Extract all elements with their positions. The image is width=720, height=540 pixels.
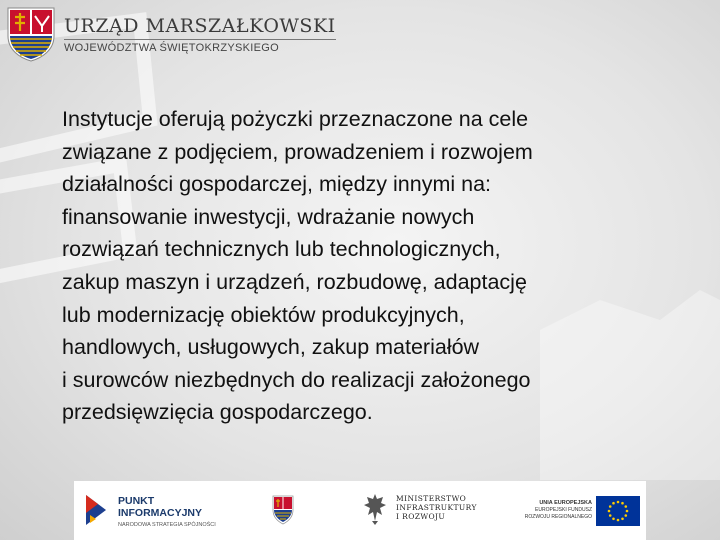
punkt-title-line2: INFORMACYJNY — [118, 507, 203, 519]
eu-star — [608, 510, 611, 513]
eu-star — [609, 505, 612, 508]
footer-logo-bar — [74, 481, 646, 540]
eagle-icon — [362, 491, 388, 527]
eu-star — [624, 505, 627, 508]
punkt-title-line1: PUNKT — [118, 495, 155, 507]
eu-flag-icon — [596, 496, 640, 526]
eu-star — [626, 510, 629, 513]
eu-star — [621, 517, 624, 520]
org-title: URZĄD MARSZAŁKOWSKI — [64, 14, 336, 37]
ministry-line3: I ROZWOJU — [396, 512, 446, 521]
org-subtitle: WOJEWÓDZTWA ŚWIĘTOKRZYSKIEGO — [64, 39, 336, 54]
paragraph-line: i surowców niezbędnych do realizacji założonego — [62, 367, 531, 392]
eu-star — [612, 517, 615, 520]
eu-star — [617, 519, 620, 522]
eu-line1: UNIA EUROPEJSKA — [539, 500, 592, 506]
eu-star — [612, 502, 615, 505]
punkt-informacyjny-logo — [80, 481, 240, 540]
eu-line2: EUROPEJSKI FUNDUSZ — [535, 507, 592, 513]
ministry-line2: INFRASTRUKTURY — [396, 503, 477, 512]
eu-star — [624, 514, 627, 517]
paragraph-line: działalności gospodarczej, między innymi na: — [62, 172, 492, 197]
punkt-tagline: NARODOWA STRATEGIA SPÓJNOŚCI — [118, 522, 216, 528]
paragraph-line: rozwiązań technicznych lub technologicznych, — [62, 237, 501, 262]
ministry-logo — [352, 481, 502, 540]
paragraph-line: zakup maszyn i urządzeń, rozbudowę, adaptację — [62, 269, 527, 294]
eu-line3: ROZWOJU REGIONALNEGO — [524, 514, 592, 520]
paragraph-line: Instytucje oferują pożyczki przeznaczone na cele — [62, 107, 529, 131]
paragraph-line: związane z podjęciem, prowadzeniem i rozwojem — [62, 139, 533, 164]
paragraph-line: lub modernizację obiektów produkcyjnych, — [62, 302, 465, 327]
eu-star — [609, 514, 612, 517]
region-crest-icon — [272, 495, 294, 525]
eu-star — [617, 501, 620, 504]
ministry-line1: MINISTERSTWO — [396, 494, 467, 503]
main-paragraph — [62, 103, 702, 429]
coat-of-arms-icon — [6, 6, 56, 62]
eu-star — [621, 502, 624, 505]
page-header — [6, 6, 336, 62]
punkt-arrow-icon — [84, 493, 110, 527]
paragraph-line: finansowanie inwestycji, wdrażanie nowych — [62, 204, 475, 229]
paragraph-line: handlowych, usługowych, zakup materiałów — [62, 335, 480, 360]
eu-fund-logo — [520, 481, 644, 540]
paragraph-line: przedsięwzięcia gospodarczego. — [62, 400, 373, 425]
